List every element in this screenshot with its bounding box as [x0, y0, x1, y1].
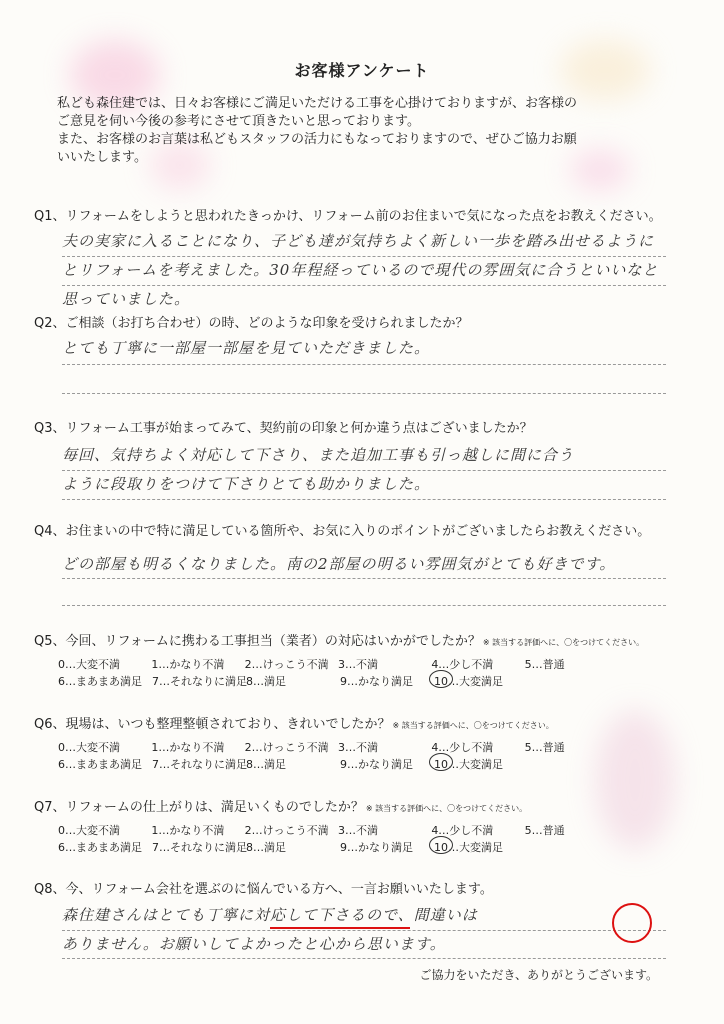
answer-line: とリフォームを考えました。30年程経っているので現代の雰囲気に合うといいなと: [62, 261, 659, 279]
rating-option-selected[interactable]: 10…大変満足: [434, 673, 528, 690]
rating-option[interactable]: 1…かなり不満: [151, 658, 225, 671]
intro-text: [57, 95, 667, 167]
question-8: Q8、今、リフォーム会社を選ぶのに悩んでいる方へ、一言お願いいたします。: [34, 882, 493, 897]
question-5: [34, 630, 644, 649]
rating-option[interactable]: 5…普通: [524, 658, 565, 671]
rating-option[interactable]: 0…大変不満: [58, 824, 120, 837]
answer-1: [62, 227, 666, 314]
rating-option[interactable]: 8…満足: [246, 758, 286, 771]
answer-rule: [62, 393, 666, 394]
answer-line: 思っていました。: [62, 290, 191, 308]
rating-option[interactable]: 2…けっこう不満: [244, 824, 329, 837]
answer-line: 毎回、気持ちよく対応して下さり、また追加工事も引っ越しに間に合う: [62, 446, 575, 464]
answer-4: [62, 550, 666, 579]
answer-rule: [62, 958, 666, 959]
rating-option[interactable]: 7…それなりに満足: [152, 675, 247, 688]
rating-option[interactable]: 2…けっこう不満: [244, 741, 329, 754]
rating-scale-q7: [58, 822, 618, 856]
question-6: [34, 713, 554, 732]
question-3: Q3、リフォーム工事が始まってみて、契約前の印象と何か違う点はございましたか？: [34, 421, 533, 436]
question-1: Q1、リフォームをしようと思われたきっかけ、リフォーム前のお住まいで気になった点をお教えください。: [34, 209, 662, 224]
question-note: ※ 該当する評価へに、〇をつけてください。: [392, 721, 554, 730]
rating-option[interactable]: 3…不満: [337, 824, 378, 837]
rating-option[interactable]: 2…けっこう不満: [244, 658, 329, 671]
rating-option[interactable]: 4…少し不満: [431, 824, 494, 837]
rating-option[interactable]: 8…満足: [246, 675, 286, 688]
rating-option[interactable]: 6…まあまあ満足: [58, 841, 142, 854]
rating-option[interactable]: 9…かなり満足: [340, 841, 413, 854]
rating-option-selected[interactable]: 10…大変満足: [434, 756, 528, 773]
question-text: Q6、現場は、いつも整理整頓されており、きれいでしたか？: [34, 717, 391, 732]
answer-line: ように段取りをつけて下さりとても助かりました。: [62, 475, 431, 493]
answer-rule: [62, 578, 666, 579]
rating-option[interactable]: 5…普通: [524, 741, 565, 754]
page-title: お客様アンケート: [294, 61, 430, 80]
question-2: Q2、ご相談（お打ち合わせ）の時、どのような印象を受けられましたか？: [34, 316, 469, 331]
red-underline: [270, 927, 410, 929]
rating-option[interactable]: 0…大変不満: [58, 741, 120, 754]
rating-option-selected[interactable]: 10…大変満足: [434, 839, 528, 856]
rating-option[interactable]: 3…不満: [337, 741, 378, 754]
answer-rule: [62, 605, 666, 606]
rating-scale-q5: [58, 656, 618, 690]
answer-rule: [62, 930, 666, 931]
answer-rule: [62, 499, 666, 500]
question-text: Q7、リフォームの仕上がりは、満足いくものでしたか？: [34, 800, 364, 815]
answer-line: ありません。お願いしてよかったと心から思います。: [62, 935, 446, 953]
question-7: [34, 796, 527, 815]
answer-rule: [62, 364, 666, 365]
rating-option[interactable]: 0…大変不満: [58, 658, 120, 671]
intro-line: また、お客様のお言葉は私どもスタッフの活力にもなっておりますので、ぜひご協力お願: [57, 132, 577, 147]
rating-option[interactable]: 6…まあまあ満足: [58, 758, 142, 771]
rating-option[interactable]: 1…かなり不満: [151, 741, 225, 754]
rating-option[interactable]: 3…不満: [337, 658, 378, 671]
question-text: Q5、今回、リフォームに携わる工事担当（業者）の対応はいかがでしたか？: [34, 634, 481, 649]
rating-option[interactable]: 9…かなり満足: [340, 758, 413, 771]
answer-line: 夫の実家に入ることになり、子ども達が気持ちよく新しい一歩を踏み出せるように: [62, 232, 655, 250]
answer-rule: [62, 470, 666, 471]
rating-option[interactable]: 8…満足: [246, 841, 286, 854]
answer-line: 森住建さんはとても丁寧に対応して下さるので、間違いは: [62, 906, 478, 924]
question-4: Q4、お住まいの中で特に満足している箇所や、お気に入りのポイントがございましたらお教えください。: [34, 524, 651, 539]
answer-line: とても丁寧に一部屋一部屋を見ていただきました。: [62, 339, 431, 357]
rating-option[interactable]: 9…かなり満足: [340, 675, 413, 688]
answer-line: どの部屋も明るくなりました。南の2部屋の明るい雰囲気がとても好きです。: [62, 555, 616, 573]
red-stamp-icon: [612, 903, 652, 943]
answer-rule: [62, 285, 666, 286]
question-note: ※ 該当する評価へに、〇をつけてください。: [365, 804, 528, 813]
answer-rule: [62, 256, 666, 257]
question-note: ※ 該当する評価へに、〇をつけてください。: [482, 638, 645, 647]
rating-option[interactable]: 7…それなりに満足: [152, 841, 247, 854]
rating-option[interactable]: 4…少し不満: [431, 741, 494, 754]
thanks-text: ご協力をいただき、ありがとうございます。: [419, 968, 658, 982]
rating-option[interactable]: 6…まあまあ満足: [58, 675, 142, 688]
rating-scale-q6: [58, 739, 618, 773]
rating-option[interactable]: 1…かなり不満: [151, 824, 225, 837]
rating-option[interactable]: 7…それなりに満足: [152, 758, 247, 771]
rating-option[interactable]: 4…少し不満: [431, 658, 494, 671]
intro-line: いいたします。: [57, 150, 147, 165]
intro-line: ご意見を伺い今後の参考にさせて頂きたいと思っております。: [57, 114, 420, 129]
answer-2: [62, 334, 666, 363]
rating-option[interactable]: 5…普通: [524, 824, 565, 837]
intro-line: 私ども森住建では、日々お客様にご満足いただける工事を心掛けておりますが、お客様の: [57, 96, 578, 111]
